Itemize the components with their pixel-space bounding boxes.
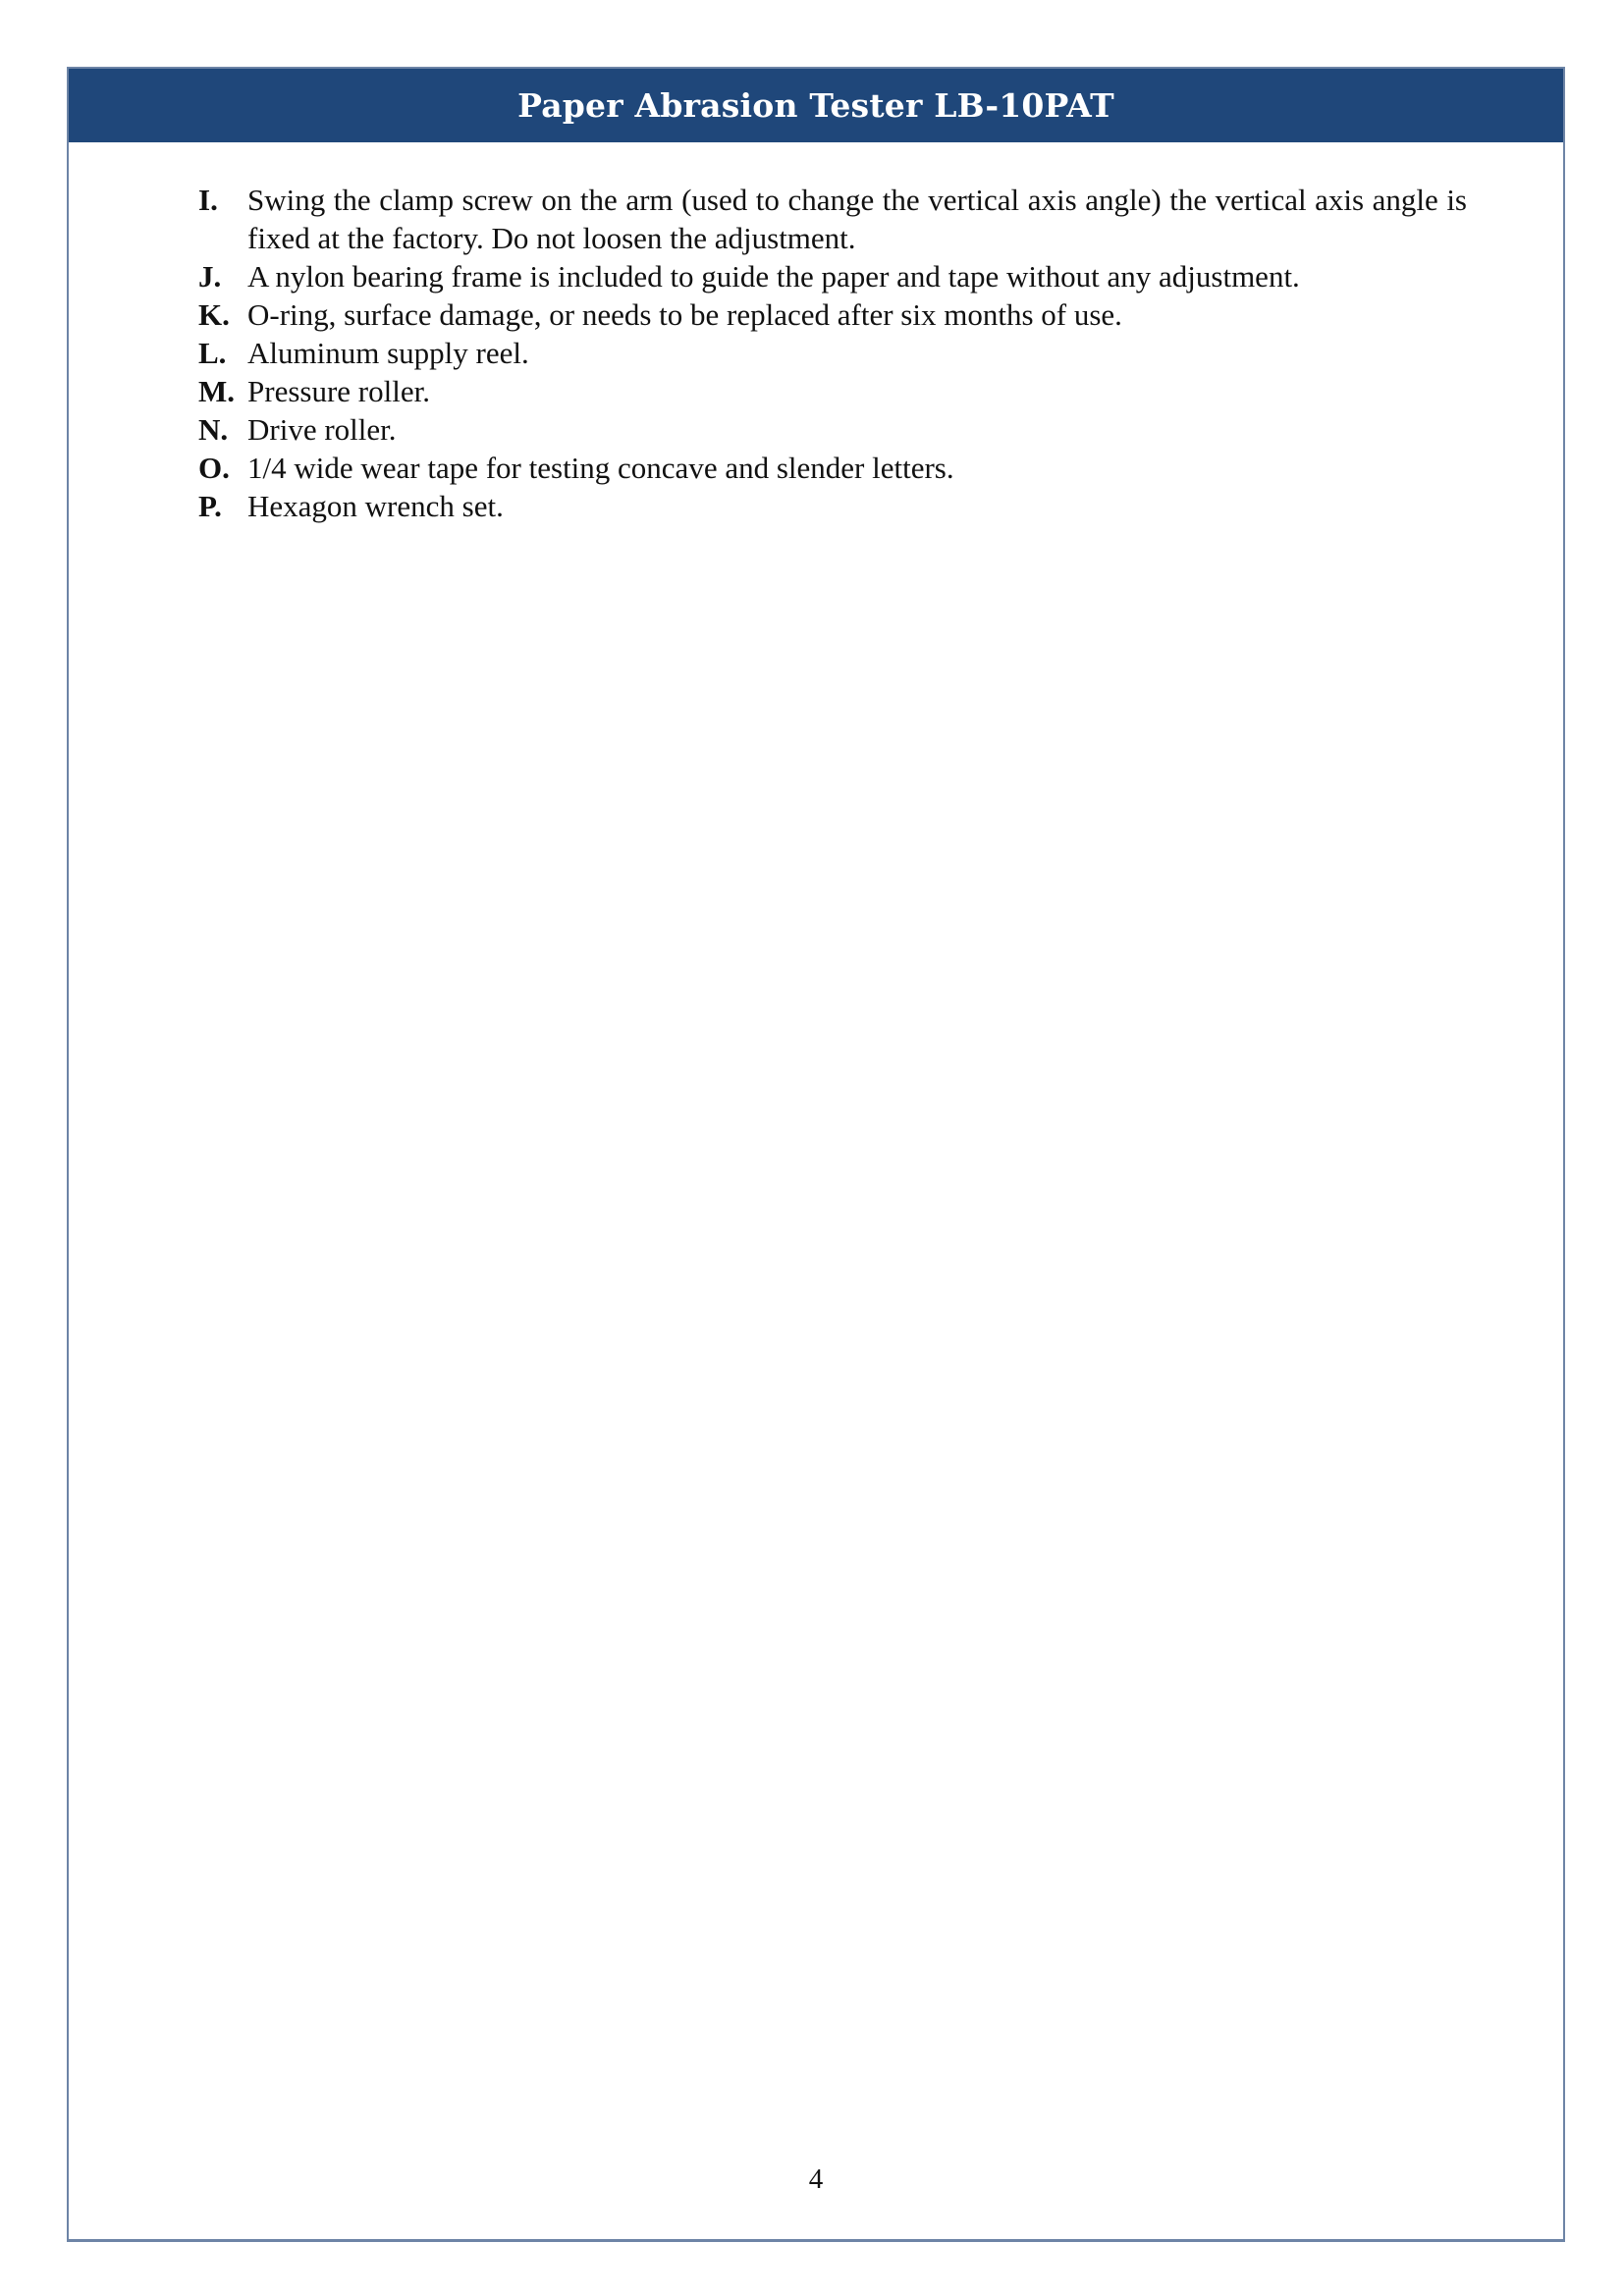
list-item xyxy=(198,334,1467,372)
list-item xyxy=(198,449,1467,487)
item-letter: P. xyxy=(198,489,222,523)
item-letter: M. xyxy=(198,374,236,408)
page-title: Paper Abrasion Tester LB-10PAT xyxy=(517,86,1114,125)
item-letter: N. xyxy=(198,412,229,447)
item-text: Pressure roller. xyxy=(247,374,430,408)
list-item xyxy=(198,372,1467,410)
page-header xyxy=(69,69,1563,142)
item-letter: I. xyxy=(198,183,218,217)
list-item xyxy=(198,257,1467,295)
parts-list xyxy=(198,181,1467,525)
list-item xyxy=(198,181,1467,257)
list-item xyxy=(198,487,1467,525)
item-text: Drive roller. xyxy=(247,412,397,447)
list-item xyxy=(198,295,1467,334)
item-text: A nylon bearing frame is included to guide the paper and tape without any adjustment. xyxy=(247,259,1300,294)
item-text: O-ring, surface damage, or needs to be replaced after six months of use. xyxy=(247,297,1122,332)
item-letter: O. xyxy=(198,451,230,485)
item-letter: K. xyxy=(198,297,230,332)
item-text: Swing the clamp screw on the arm (used to change the vertical axis angle) the vertical axis angle is fixed at the factory. Do not loosen the adjustment. xyxy=(247,183,1467,255)
page-number: 4 xyxy=(808,2163,824,2195)
item-text: Hexagon wrench set. xyxy=(247,489,504,523)
item-text: Aluminum supply reel. xyxy=(247,336,529,370)
item-text: 1/4 wide wear tape for testing concave and slender letters. xyxy=(247,451,954,485)
item-letter: J. xyxy=(198,259,222,294)
item-letter: L. xyxy=(198,336,227,370)
list-item xyxy=(198,410,1467,449)
